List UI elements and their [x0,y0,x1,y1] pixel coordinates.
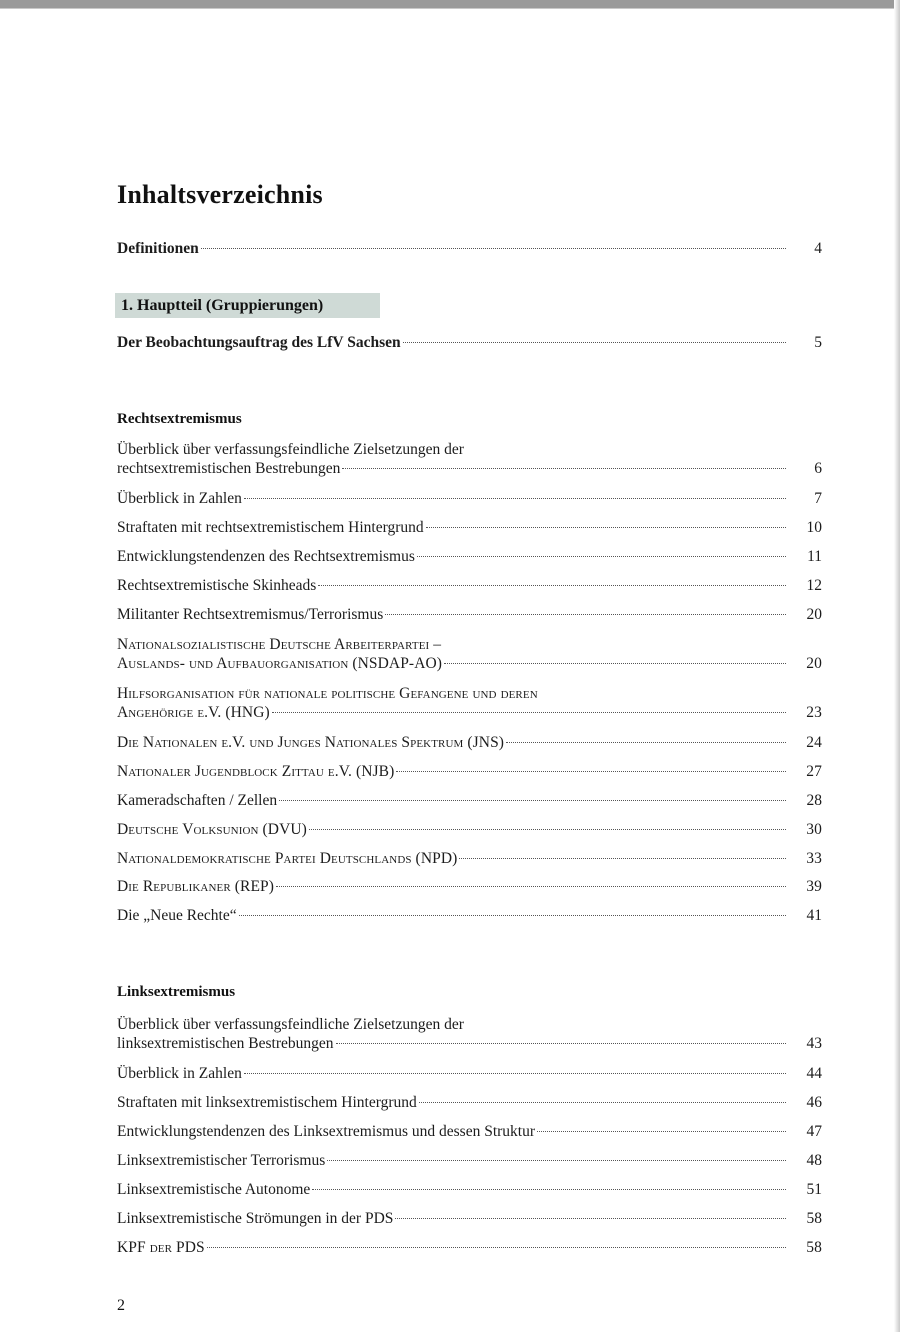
toc-entry-text: Nationaldemokratische Partei Deutschlands (NPD) [117,850,458,867]
toc-entry-rechts-entwicklung[interactable] [117,547,822,566]
toc-entry-text: Überblick in Zahlen [117,1065,242,1082]
toc-entry-rep[interactable] [117,877,822,896]
toc-entry-text-line1: Überblick über verfassungsfeindliche Zielsetzungen der [117,1016,464,1033]
toc-page-number: 23 [806,704,822,721]
page-title: Inhaltsverzeichnis [117,180,323,209]
toc-entry-text: Rechtsextremistische Skinheads [117,577,317,594]
toc-page-number: 33 [806,850,822,867]
toc-entry-links-ueberblick-ziele[interactable] [117,1015,822,1053]
toc-page-number: 27 [806,763,822,780]
toc-entry-text-line1: Überblick über verfassungsfeindliche Zielsetzungen der [117,441,464,458]
toc-entry-njb[interactable] [117,762,822,781]
toc-entry-links-terrorismus[interactable] [117,1151,822,1170]
toc-entry-beobachtungsauftrag[interactable] [117,333,822,352]
dot-leader [395,1217,786,1219]
dot-leader [385,613,786,615]
toc-entry-text: Kameradschaften / Zellen [117,792,278,809]
toc-entry-text: Militanter Rechtsextremismus/Terrorismus [117,606,384,623]
toc-entry-links-autonome[interactable] [117,1180,822,1199]
toc-page-number: 28 [806,792,822,809]
dot-leader [276,885,786,887]
dot-leader [506,741,786,743]
toc-page-number: 20 [806,655,822,672]
toc-entry-hng[interactable] [117,684,822,722]
toc-page-number: 6 [814,460,822,477]
toc-page-number: 41 [806,907,822,924]
dot-leader [244,497,786,499]
toc-page-number: 24 [806,734,822,751]
dot-leader [419,1101,786,1103]
part-heading-hauptteil: 1. Hauptteil (Gruppierungen) [115,293,380,318]
dot-leader [244,1072,786,1074]
toc-entry-text: Linksextremistischer Terrorismus [117,1152,326,1169]
dot-leader [426,526,786,528]
toc-entry-jns[interactable] [117,733,822,752]
dot-leader [272,711,786,713]
toc-page-number: 43 [806,1035,822,1052]
toc-entry-text: Deutsche Volksunion (DVU) [117,821,307,838]
toc-entry-rechts-zahlen[interactable] [117,489,822,508]
toc-entry-text: Der Beobachtungsauftrag des LfV Sachsen [117,334,401,351]
toc-page-number: 7 [814,490,822,507]
dot-leader [417,555,786,557]
dot-leader [459,857,786,859]
dot-leader [537,1130,786,1132]
page-top-edge [0,0,896,9]
toc-entry-text: Linksextremistische Autonome [117,1181,311,1198]
toc-entry-text: rechtsextremistischen Bestrebungen [117,460,341,477]
toc-entry-kpf-pds[interactable] [117,1238,822,1257]
dot-leader [444,662,786,664]
toc-page-number: 11 [807,548,822,565]
toc-entry-text: Die Nationalen e.V. und Junges Nationales Spektrum (JNS) [117,734,505,751]
toc-entry-text: linksextremistischen Bestrebungen [117,1035,334,1052]
toc-entry-text: Angehörige e.V. (HNG) [117,704,270,721]
toc-entry-definitionen[interactable] [117,239,822,258]
toc-entry-text: Nationaler Jugendblock Zittau e.V. (NJB) [117,763,395,780]
toc-page-number: 58 [806,1239,822,1256]
toc-entry-text: Definitionen [117,240,199,257]
toc-entry-text: Linksextremistische Strömungen in der PDS [117,1210,394,1227]
section-heading-rechtsextremismus: Rechtsextremismus [117,411,242,427]
dot-leader [336,1042,786,1044]
dot-leader [318,584,786,586]
toc-entry-links-zahlen[interactable] [117,1064,822,1083]
toc-entry-links-entwicklung[interactable] [117,1122,822,1141]
toc-entry-text: Entwicklungstendenzen des Rechtsextremismus [117,548,415,565]
toc-entry-links-pds-stroemungen[interactable] [117,1209,822,1228]
dot-leader [239,914,786,916]
toc-entry-text: Auslands- und Aufbauorganisation (NSDAP-AO) [117,655,443,672]
dot-leader [279,799,786,801]
toc-entry-links-straftaten[interactable] [117,1093,822,1112]
dot-leader [312,1188,786,1190]
dot-leader [403,341,786,343]
toc-page-number: 51 [806,1181,822,1198]
dot-leader [396,770,786,772]
toc-page-number: 12 [806,577,822,594]
dot-leader [207,1246,786,1248]
toc-entry-rechts-skinheads[interactable] [117,576,822,595]
toc-entry-text-line1: Nationalsozialistische Deutsche Arbeiterpartei – [117,636,442,653]
toc-page-number: 4 [814,240,822,257]
toc-page-number: 20 [806,606,822,623]
toc-page-number: 10 [806,519,822,536]
toc-entry-text: KPF der PDS [117,1239,205,1256]
toc-entry-rechts-ueberblick-ziele[interactable] [117,440,822,478]
dot-leader [342,467,786,469]
toc-entry-text: Überblick in Zahlen [117,490,242,507]
toc-page-number: 47 [806,1123,822,1140]
dot-leader [309,828,786,830]
toc-entry-text: Straftaten mit rechtsextremistischem Hintergrund [117,519,424,536]
dot-leader [327,1159,786,1161]
toc-entry-text: Die Republikaner (REP) [117,878,275,895]
toc-entry-text: Die „Neue Rechte“ [117,907,237,924]
page-number: 2 [117,1297,125,1314]
toc-page-number: 48 [806,1152,822,1169]
toc-page-number: 39 [806,878,822,895]
toc-entry-nsdap-ao[interactable] [117,635,822,673]
page-right-edge [894,0,900,1332]
toc-page-number: 58 [806,1210,822,1227]
toc-entry-text: Entwicklungstendenzen des Linksextremismus und dessen Struktur [117,1123,536,1140]
toc-page-number: 5 [814,334,822,351]
toc-entry-dvu[interactable] [117,820,822,839]
toc-entry-rechts-straftaten[interactable] [117,518,822,537]
toc-page-number: 30 [806,821,822,838]
toc-page-number: 44 [806,1065,822,1082]
toc-entry-neue-rechte[interactable] [117,906,822,925]
toc-page-number: 46 [806,1094,822,1111]
dot-leader [201,247,786,249]
toc-entry-kameradschaften[interactable] [117,791,822,810]
section-heading-linksextremismus: Linksextremismus [117,984,236,1000]
toc-entry-text: Straftaten mit linksextremistischem Hintergrund [117,1094,417,1111]
toc-entry-rechts-militant[interactable] [117,605,822,624]
toc-entry-text-line1: Hilfsorganisation für nationale politische Gefangene und deren [117,685,538,702]
toc-entry-npd[interactable] [117,849,822,868]
